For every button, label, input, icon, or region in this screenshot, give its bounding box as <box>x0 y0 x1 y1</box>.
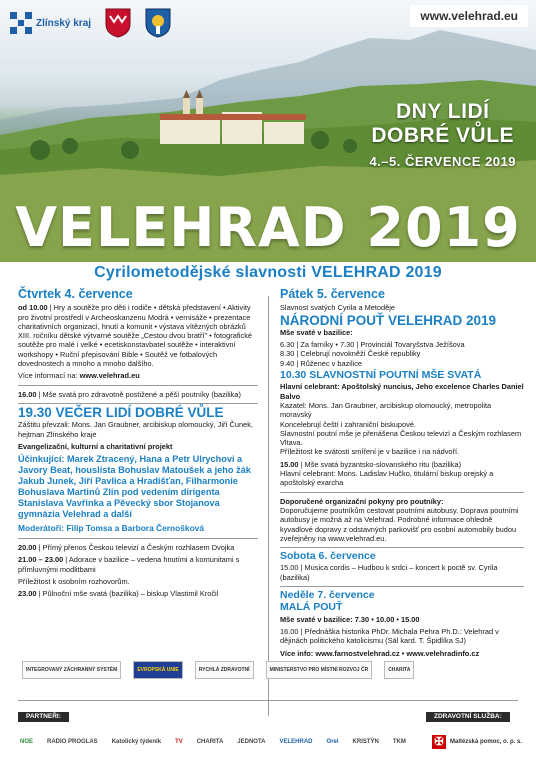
concelebration: Koncelebrují čeští i zahraniční biskupové. <box>280 419 416 429</box>
byzantine-mass <box>280 460 524 488</box>
zlinsky-kraj-icon <box>10 12 32 34</box>
info-label: Více informací na: <box>18 371 78 381</box>
mass-item: 9.40 | Růženec v bazilice <box>280 358 363 368</box>
lecture: 16.00 | Přednáška historika PhDr. Michala Pehra Ph.D.: Velehrad v dějinách politického katolicismu (Sál kard. T. Špidlíka SJ) <box>280 626 499 646</box>
sunday-masses: Mše svaté v bazilice: 7.30 • 10.00 • 15.00 <box>280 614 420 624</box>
website-url[interactable]: www.velehrad.eu <box>410 5 528 27</box>
evening-title: 19.30 VEČER LIDÍ DOBRÉ VŮLE <box>18 404 224 420</box>
more-info[interactable]: Více info: www.farnostvelehrad.cz • www.velehradinfo.cz <box>280 648 480 658</box>
transport-text: Doporučujeme poutníkům cestovat poutními autobusy. Doprava poutními autobusy je možná až na Velehrad. Podrobné informace ohledně kyvadlové dopravy z odstavných parkovišť pro osobní automobily budou zveřejněny na www.velehrad.eu. <box>280 505 519 543</box>
day-heading-sunday: Neděle 7. července <box>280 589 375 602</box>
day-heading-saturday: Sobota 6. července <box>280 550 376 563</box>
saturday-concert: 15.00 | Musica cordis – Hudbou k srdci – koncert k poctě sv. Cyrila (bazilika) <box>280 563 498 582</box>
mass-text: | Mše svatá pro zdravotně postižené a pěší poutníky (bazilika) <box>38 389 241 399</box>
divider <box>280 492 524 493</box>
kristyn-logo: KRISTÝN <box>352 739 379 745</box>
event-title-block <box>369 100 516 169</box>
mass-time: 16.00 <box>18 389 37 399</box>
byzantine-time: 15.00 <box>280 459 299 469</box>
feast-name: Slavnost svatých Cyrila a Metoděje <box>280 303 396 313</box>
maltese-aid-logo <box>432 735 522 749</box>
maltese-cross-icon: ✠ <box>432 735 446 749</box>
preacher: Kazatel: Mons. Jan Graubner, arcibiskup olomoucký, metropolita moravský <box>280 400 492 420</box>
intro-text: | Hry a soutěže pro děti i rodiče • dětská představení • Aktivity pro životní prostředí v Archeoskanzenu Modrá • vernisáže • prezentace charitativních organizací, hnutí a komunit • výstava vítězných obrázků XIII. ročníku dětské výtvarné soutěže „Cestou dvou bratří" • fotografické soutěže pro malé i velké • ecetiskonstavbatel soutěže • interaktivní workshopy • Ruční přepisování Bible • Soutěž ve fotbalových dovednostech a mnoho a mnoho dalšího. <box>18 303 253 369</box>
maltese-aid-name: Maltézská pomoc, o. p. s. <box>450 739 523 745</box>
info-url[interactable]: www.velehrad.eu <box>79 371 140 381</box>
ambulance-logo: RYCHLÁ ZDRAVOTNÍ <box>195 661 254 679</box>
partner-logo-row <box>10 8 171 38</box>
schedule-item <box>18 543 258 552</box>
small-pilgrimage-title: MALÁ POUŤ <box>280 601 343 614</box>
celebrant: Hlavní celebrant: Apoštolský nuncius, Jeho excelence Charles Daniel Balvo <box>280 382 524 401</box>
byzantine-text: | Mše svatá byzantsko-slovanského ritu (bazilika) <box>300 459 462 469</box>
health-service-label: ZDRAVOTNÍ SLUŽBA: <box>426 712 510 722</box>
confession-note: Příležitost k osobním rozhovorům. <box>18 577 130 587</box>
main-title: VELEHRAD 2019 <box>15 196 521 259</box>
divider <box>18 403 258 404</box>
performers: Účinkující: Marek Ztracený, Hana a Petr Ulrychovi a Javory Beat, houslista Bohuslav Matoušek a jeho žák Jakub Junek, Jiří Pavlica a Hradišťan, Filharmonie Bohuslava Martinů Zlín pod vedením dirigenta Stanislava Vavřinka a Pěvecký sbor Stojanova gymnázia Velehrad a další <box>18 454 251 520</box>
moderators: Moderátoři: Filip Tomsa a Barbora Černošková <box>18 523 204 534</box>
right-column <box>280 287 524 658</box>
schedule-text: | Půlnoční mše svatá (bazilika) – biskup Vlastimil Kročil <box>38 589 219 599</box>
funder-logos <box>22 661 414 679</box>
eu-logo: EVROPSKÁ UNIE <box>133 661 182 679</box>
divider <box>280 547 524 548</box>
izs-logo: INTEGROVANÝ ZÁCHRANNÝ SYSTÉM <box>22 661 121 679</box>
info-line <box>18 371 258 380</box>
subtitle: Cyrilometodějské slavnosti VELEHRAD 2019 <box>94 264 442 281</box>
confession-note: Příležitost ke svátosti smíření je v bazilice i na nádvoří. <box>280 447 460 457</box>
jednota-logo: JEDNOTA <box>237 739 266 745</box>
pilgrimage-title: NÁRODNÍ POUŤ VELEHRAD 2019 <box>280 312 497 328</box>
orel-logo: Orel <box>326 739 339 745</box>
partner-logos <box>18 730 408 754</box>
schedule-item <box>18 589 258 598</box>
day-heading-thursday: Čtvrtek 4. července <box>18 287 133 301</box>
mass-item: 8.30 | Celebrují novokněží České republiky <box>280 349 421 359</box>
column-divider <box>268 296 269 716</box>
noe-logo: NOE <box>20 739 34 745</box>
left-column <box>18 287 258 602</box>
charity-logo: CHARITA <box>384 661 414 679</box>
charita-logo: CHARITA <box>196 739 224 745</box>
event-title-line2: DOBRÉ VŮLE <box>371 124 515 147</box>
schedule-item <box>18 555 258 574</box>
mmr-logo: MINISTERSTVO PRO MÍSTNÍ ROZVOJ ČR <box>266 661 373 679</box>
mass-item: 6.30 | Za farníky • 7.30 | Provinciál Tovaryšstva Ježíšova <box>280 340 465 350</box>
zlinsky-kraj-text: Zlínský kraj <box>36 17 92 29</box>
main-mass-title: 10.30 SLAVNOSTNÍ POUTNÍ MŠE SVATÁ <box>280 369 482 382</box>
schedule-text: | Adorace v bazilice – vedena hnutími a komunitami s přímluvnými modlitbami <box>18 555 240 574</box>
schedule-text: | Přímý přenos Českou televizí a Českým rozhlasem Dvojka <box>38 543 235 553</box>
zlinsky-kraj-logo <box>10 12 91 34</box>
patronage: Záštitu převzali: Mons. Jan Graubner, arcibiskup olomoucký, Jiří Čunek, hejtman Zlínského kraje <box>18 420 253 439</box>
schedule-time: 21.00 – 23.00 <box>18 555 64 565</box>
evangelization-note: Evangelizační, kulturní a charitativní projekt <box>18 441 173 451</box>
footer-divider <box>18 700 518 701</box>
tkm-logo: TKM <box>392 739 406 745</box>
divider <box>280 586 524 587</box>
velehrad-crest-icon <box>145 8 171 38</box>
intro-time: od 10.00 <box>18 303 48 313</box>
transport-title: Doporučené organizační pokyny pro poutníky: <box>280 496 444 506</box>
divider <box>18 538 258 539</box>
day-heading-friday: Pátek 5. července <box>280 287 385 301</box>
schedule-time: 20.00 <box>18 543 37 553</box>
tv-logo: TV <box>175 739 183 745</box>
event-title-line1: DNY LIDÍ <box>395 100 490 123</box>
partners-label: PARTNEŘI: <box>18 712 69 722</box>
schedule-time: 23.00 <box>18 589 37 599</box>
byzantine-celebrant: Hlavní celebrant: Mons. Ladislav Hučko, titulární biskup orejský a apoštolský exarcha <box>280 469 494 488</box>
mass-line <box>18 390 258 399</box>
hero-banner <box>0 0 536 262</box>
proglas-logo: RADIO PROGLAS <box>47 739 98 745</box>
intro-paragraph <box>18 303 258 368</box>
event-dates: 4.–5. ČERVENCE 2019 <box>369 154 516 169</box>
divider <box>18 385 258 386</box>
katolicky-tydenik-logo: Katolický týdeník <box>111 739 162 745</box>
broadcast-note: Slavnostní poutní mše je přenášena Českou televizí a Českým rozhlasem Vltava. <box>280 428 522 448</box>
velehrad-logo: VELEHRAD <box>279 739 313 745</box>
red-crest-icon <box>105 8 131 38</box>
masses-label: Mše svaté v bazilice: <box>280 327 353 337</box>
